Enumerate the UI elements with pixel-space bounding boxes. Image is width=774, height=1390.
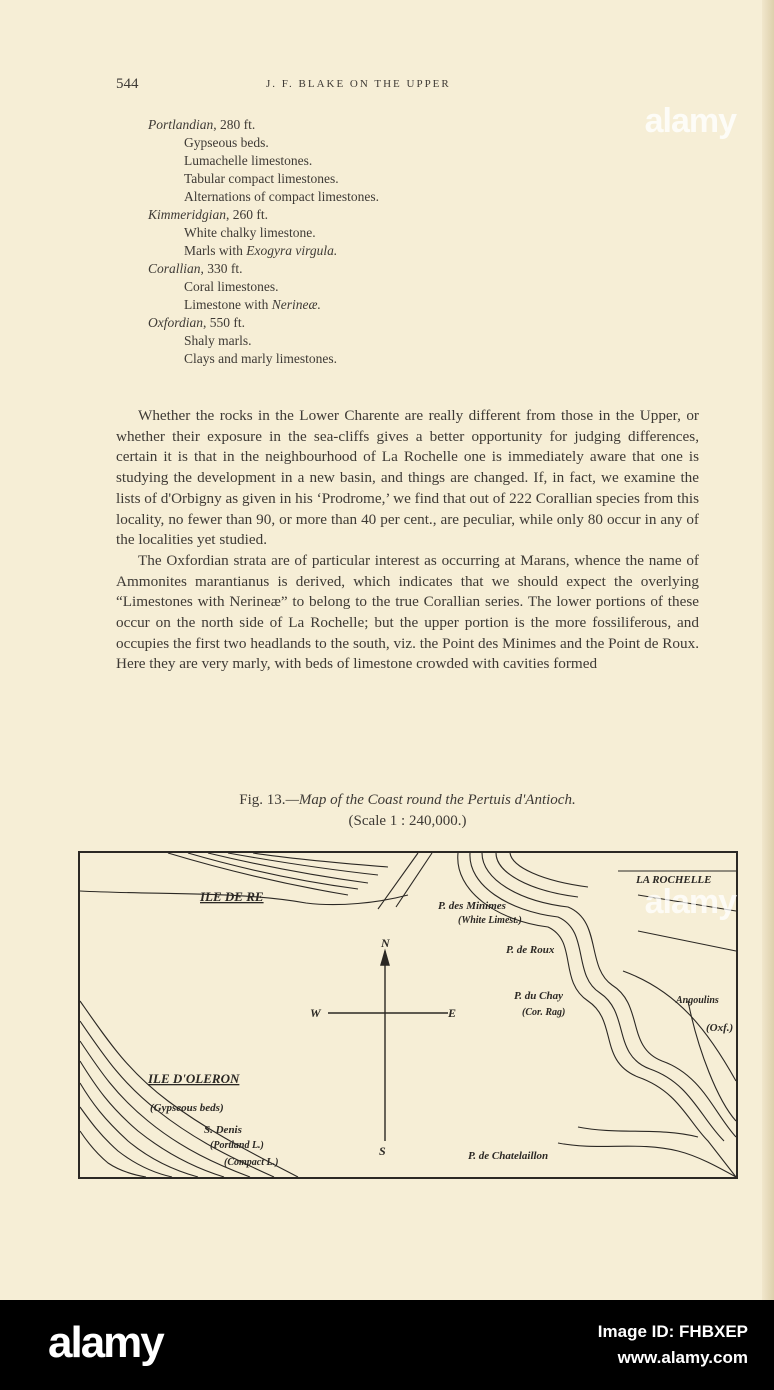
label-portland: (Portland L.)	[210, 1140, 264, 1151]
label-p-roux: P. de Roux	[506, 944, 555, 956]
paragraph: Whether the rocks in the Lower Charente are really different from those in the Upper, or whether their exposure in the sea-cliffs gives a better opportunity for judging differences, certain it is that in the neighbourhood of La Rochelle one is immediately aware that one is studying the development in a new basin, and things are changed. If, in fact, we examine the lists of d'Orbigny as given in his ‘Prodrome,’ we find that out of 222 Corallian species from this locality, no fewer than 90, or more than 40 per cent., are peculiar, while only 80 occur in any of the localities yet studied.	[116, 407, 699, 549]
body-text	[116, 406, 699, 675]
stage-thickness: 280 ft.	[220, 117, 256, 132]
site-url: www.alamy.com	[617, 1348, 748, 1367]
bed-line: Clays and marly limestones.	[184, 351, 337, 366]
stage-thickness: 550 ft.	[209, 315, 245, 330]
watermark: alamy	[644, 883, 736, 921]
figure-scale: (Scale 1 : 240,000.)	[348, 813, 467, 829]
stage-heading: Corallian, 330 ft.	[148, 261, 243, 276]
stage-heading: Portlandian, 280 ft.	[148, 117, 256, 132]
page-edge	[762, 0, 774, 1300]
alamy-logo: alamy	[48, 1318, 163, 1367]
page-header	[116, 76, 696, 96]
label-gypseous: (Gypseous beds)	[150, 1102, 224, 1114]
coast-map	[78, 851, 738, 1179]
bed-line: White chalky limestone.	[184, 225, 316, 240]
bed-line: Lumachelle limestones.	[184, 153, 313, 168]
strata-list	[148, 116, 548, 368]
running-title: J. F. BLAKE ON THE UPPER	[266, 78, 451, 90]
stage-name: Oxfordian	[148, 315, 203, 330]
compass-s: S	[379, 1144, 386, 1158]
stage-name: Kimmeridgian	[148, 207, 227, 222]
page-number: 544	[116, 76, 139, 92]
bed-line: Tabular compact limestones.	[184, 171, 339, 186]
label-p-minimes: P. des Minimes	[438, 900, 506, 912]
label-p-chatelaillon: P. de Chatelaillon	[468, 1150, 549, 1162]
stage-thickness: 260 ft.	[232, 207, 269, 222]
figure-title: —Map of the Coast round the Pertuis d'Antioch.	[285, 792, 576, 808]
stage-heading: Kimmeridgian, 260 ft.	[148, 207, 269, 222]
paragraph: The Oxfordian strata are of particular interest as occurring at Marans, whence the name of Ammonites marantianus is derived, which indicates that we should expect the overlying “Limestones with Nerineæ” to belong to the true Corallian series. The lower portions of these occur on the north side of La Rochelle; but the upper portion is the more fossiliferous, and occupies the first two headlands to the south, viz. the Point des Minimes and the Point de Roux. Here they are very marly, with beds of limestone crowded with cavities formed	[116, 551, 699, 673]
label-p-chay: P. du Chay	[514, 990, 564, 1002]
label-cor-rag: (Cor. Rag)	[522, 1007, 566, 1018]
bed-line: Gypseous beds.	[184, 135, 269, 150]
bed-line	[148, 242, 548, 260]
label-la-rochelle: LA ROCHELLE	[636, 874, 712, 886]
fossil-name: Nerineæ.	[271, 297, 321, 312]
compass-n: N	[381, 936, 390, 950]
bed-line: Shaly marls.	[184, 333, 252, 348]
bed-text: Marls with	[184, 243, 247, 258]
figure-caption	[116, 790, 699, 832]
stage-name: Corallian	[148, 261, 201, 276]
bed-line: Coral limestones.	[184, 279, 279, 294]
label-compact: (Compact L.)	[224, 1157, 279, 1168]
caption-line	[116, 790, 699, 811]
watermark: alamy	[644, 102, 736, 140]
label-angoulins: Angoulins	[676, 995, 719, 1006]
compass-e: E	[448, 1006, 457, 1020]
image-id: Image ID: FHBXEP	[597, 1322, 748, 1341]
label-ile-de-re: ILE DE RE	[200, 889, 264, 904]
label-st-denis: S. Denis	[204, 1124, 242, 1136]
compass-w: W	[310, 1006, 321, 1020]
label-oxf: (Oxf.)	[706, 1022, 734, 1034]
fossil-name: Exogyra virgula.	[246, 243, 338, 258]
stage-heading: Oxfordian, 550 ft.	[148, 315, 245, 330]
bed-line: Alternations of compact limestones.	[184, 189, 379, 204]
stage-name: Portlandian	[148, 117, 214, 132]
bed-text: Limestone with	[184, 297, 272, 312]
map-frame	[79, 852, 737, 1178]
stock-footer	[0, 1300, 774, 1390]
label-ile-oleron: ILE D'OLERON	[148, 1071, 240, 1086]
bed-line	[148, 296, 548, 314]
figure-label: Fig. 13.	[239, 792, 286, 808]
stage-thickness: 330 ft.	[207, 261, 243, 276]
label-white-lime: (White Limest.)	[458, 915, 522, 926]
